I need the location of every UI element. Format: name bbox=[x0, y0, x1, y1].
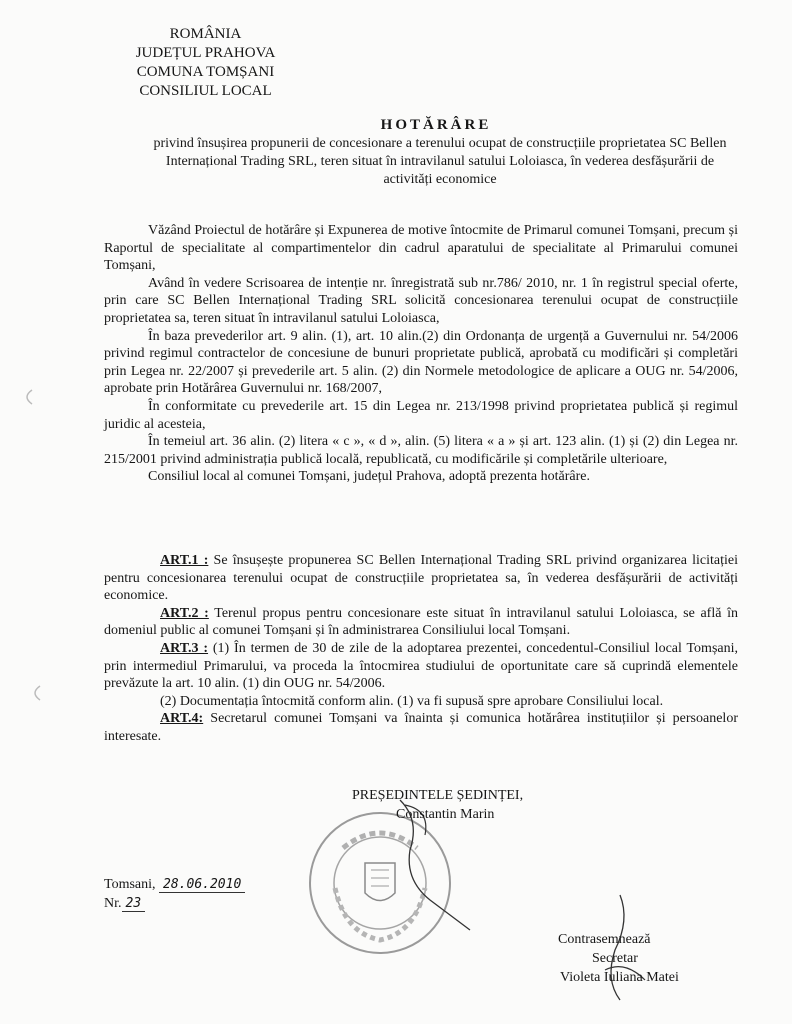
document-title: HOTĂRÂRE bbox=[380, 117, 492, 133]
preamble-paragraph: În temeiul art. 36 alin. (2) litera « c », « d », alin. (5) litera « a » și art. 123 alin. (1) și (2) din Legea nr. 215/2001 privind administrația publică locală, republicată, cu modificările și completările ulterioare, bbox=[104, 434, 738, 467]
articles-section bbox=[104, 552, 738, 746]
countersign-name: Violeta Iuliana Matei bbox=[560, 970, 679, 985]
header-line-council: CONSILIUL LOCAL bbox=[139, 83, 272, 99]
article-3-paragraph-2 bbox=[104, 693, 738, 711]
issuer-header bbox=[118, 25, 293, 101]
number-line bbox=[104, 894, 245, 913]
article-3 bbox=[104, 640, 738, 693]
president-title: PREȘEDINTELE ȘEDINȚEI, bbox=[352, 788, 524, 803]
article-4 bbox=[104, 710, 738, 745]
countersign-label: Contrasemnează bbox=[558, 932, 651, 947]
preamble-paragraph: În baza prevederilor art. 9 alin. (1), art. 10 alin.(2) din Ordonanța de urgență a Guvernului nr. 54/2006 privind regimul contractelor de concesiune de bunuri proprietate publică, aprobată cu modificări și completări prin Legea nr. 22/2007 și prevederile art. 5 alin. (2) din Normele metodologice de aplicare a OUG nr. 54/2006, aprobate prin Hotărârea Guvernului nr. 168/2007, bbox=[104, 328, 738, 397]
article-label: ART.2 : bbox=[160, 605, 209, 621]
article-label: ART.3 : bbox=[160, 640, 209, 656]
article-text: Terenul propus pentru concesionare este situat în intravilanul satului Loloiasca, se află în domeniul public al comunei Tomșani și în administrarea Consiliului local Tomșani. bbox=[104, 605, 738, 639]
article-label: ART.1 : bbox=[160, 553, 209, 568]
header-line-county: JUDEȚUL PRAHOVA bbox=[135, 45, 276, 61]
preamble-paragraph: Consiliul local al comunei Tomșani, județul Prahova, adoptă prezenta hotărâre. bbox=[148, 469, 590, 485]
place-date-line bbox=[104, 875, 245, 894]
president-signature-block bbox=[352, 786, 572, 824]
preamble-paragraph: În conformitate cu prevederile art. 15 din Legea nr. 213/1998 privind proprietatea publică și regimul juridic al acesteia, bbox=[104, 398, 738, 432]
president-name: Constantin Marin bbox=[396, 807, 495, 822]
preamble-paragraph: Având în vedere Scrisoarea de intenție nr. înregistrată sub nr.786/ 2010, nr. 1 în registrul special oferte, prin care SC Bellen Internațional Trading SRL solicită concesionarea terenului ocupat de construcțiile proprietatea sa, teren situat în intravilanul satului Loloiasca, bbox=[104, 275, 738, 326]
article-text: (1) În termen de 30 de zile de la adoptarea prezentei, concedentul-Consiliul local Tomșani, prin intermediul Primarului, va proceda la întocmirea studiului de oportunitate care să cuprindă elementele prevăzute la art. 10 alin. (1) din OUG nr. 54/2006. bbox=[104, 640, 738, 692]
countersign-role: Secretar bbox=[592, 951, 638, 966]
countersign-block bbox=[558, 930, 738, 987]
article-text: Se însușește propunerea SC Bellen Internațional Trading SRL privind organizarea licitației pentru concesionarea terenului ocupat de construcțiile proprietatea sa, în vederea desfășurării de activități economice. bbox=[104, 553, 738, 604]
document-subtitle: privind însușirea propunerii de concesionare a terenului ocupat de construcțiile proprietatea SC Bellen Internațional Trading SRL, teren situat în intravilanul satului Loloiasca, în vederea desfășurării de activități economice bbox=[153, 136, 727, 187]
punch-hole-mark bbox=[20, 388, 34, 406]
punch-hole-mark bbox=[28, 684, 42, 702]
preamble-paragraph: Văzând Proiectul de hotărâre și Expunerea de motive întocmite de Primarul comunei Tomșani, precum și Raportul de specialitate al compartimentelor din cadrul aparatului de specialitate al Primarului comunei Tomșani, bbox=[104, 223, 738, 274]
number-value: 23 bbox=[122, 896, 146, 912]
article-1 bbox=[104, 552, 738, 605]
header-line-commune: COMUNA TOMȘANI bbox=[136, 64, 275, 80]
number-label: Nr. bbox=[104, 896, 122, 911]
article-text: Secretarul comunei Tomșani va înainta și comunica hotărârea instituțiilor și persoanelor interesate. bbox=[104, 711, 738, 744]
preamble bbox=[104, 222, 738, 486]
place-label: Tomsani, bbox=[104, 877, 156, 892]
article-2 bbox=[104, 605, 738, 640]
place-date-number bbox=[104, 875, 245, 913]
header-line-country: ROMÂNIA bbox=[169, 26, 242, 42]
article-text: (2) Documentația întocmită conform alin. (1) va fi supusă spre aprobare Consiliului local. bbox=[160, 693, 664, 709]
article-label: ART.4: bbox=[160, 711, 204, 727]
date-value: 28.06.2010 bbox=[159, 877, 245, 893]
